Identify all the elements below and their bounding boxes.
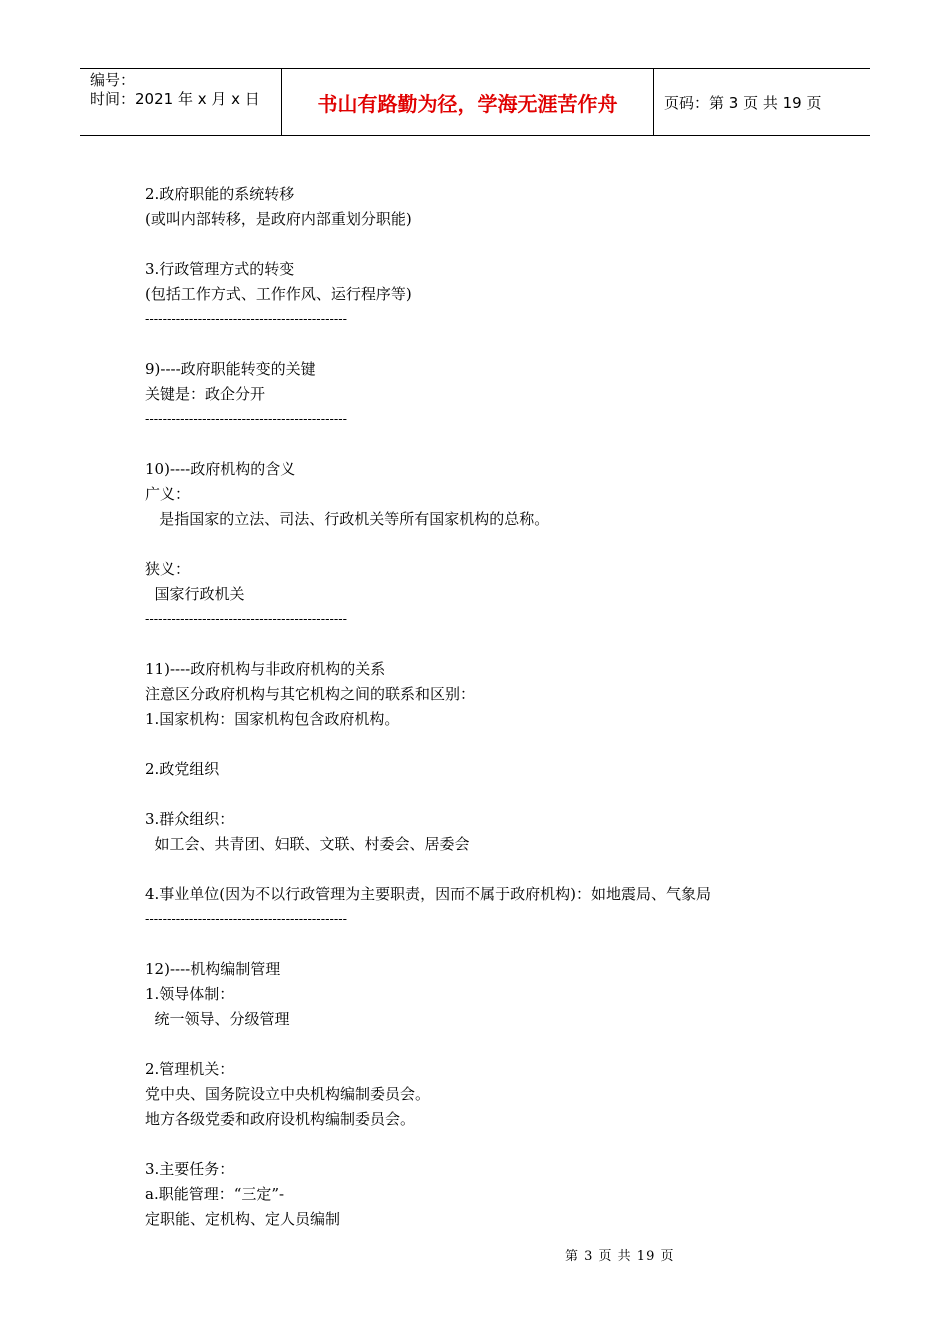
blank-line <box>145 432 845 457</box>
text-line: 国家行政机关 <box>145 585 245 603</box>
text-line: 如工会、共青团、妇联、文联、村委会、居委会 <box>145 835 470 853</box>
blank-line <box>145 532 845 557</box>
text-line: 3.主要任务： <box>145 1160 235 1178</box>
text-line: 1.国家机构：国家机构包含政府机构。 <box>145 710 400 728</box>
text-line: 2.政府职能的系统转移 <box>145 185 295 203</box>
time-label: 时间：2021 年 x 月 x 日 <box>90 90 260 108</box>
blank-line <box>145 332 845 357</box>
text-line: 4.事业单位(因为不以行政管理为主要职责，因而不属于政府机构)：如地震局、气象局 <box>145 885 712 903</box>
text-line: 关键是：政企分开 <box>145 385 266 403</box>
text-line: 党中央、国务院设立中央机构编制委员会。 <box>145 1085 431 1103</box>
text-line: 11)----政府机构与非政府机构的关系 <box>145 660 386 678</box>
text-line: 2.管理机关： <box>145 1060 235 1078</box>
blank-line <box>145 932 845 957</box>
blank-line <box>145 857 845 882</box>
number-label: 编号： <box>90 71 136 89</box>
text-line: (或叫内部转移，是政府内部重划分职能) <box>145 210 412 228</box>
text-line: 统一领导、分级管理 <box>145 1010 290 1028</box>
section-divider: ---------------------------------------------- <box>145 912 348 927</box>
page-header <box>80 68 870 136</box>
blank-line <box>145 732 845 757</box>
text-line: 广义： <box>145 485 191 503</box>
text-line: a.职能管理：“三定”- <box>145 1185 285 1203</box>
text-line: 狭义： <box>145 560 191 578</box>
header-page-info: 页码：第 3 页 共 19 页 <box>664 93 822 112</box>
blank-line <box>145 1032 845 1057</box>
text-line: 2.政党组织 <box>145 760 220 778</box>
blank-line <box>145 232 845 257</box>
section-divider: ---------------------------------------------- <box>145 412 348 427</box>
blank-line <box>145 1132 845 1157</box>
text-line: 定职能、定机构、定人员编制 <box>145 1210 341 1228</box>
text-line: 地方各级党委和政府设机构编制委员会。 <box>145 1110 416 1128</box>
text-line: 注意区分政府机构与其它机构之间的联系和区别： <box>145 685 476 703</box>
text-line: 12)----机构编制管理 <box>145 960 281 978</box>
text-line: 3.行政管理方式的转变 <box>145 260 295 278</box>
header-motto: 书山有路勤为径，学海无涯苦作舟 <box>282 69 654 135</box>
header-meta <box>80 69 282 135</box>
text-line: 1.领导体制： <box>145 985 235 1003</box>
text-line: 3.群众组织： <box>145 810 235 828</box>
text-line: 是指国家的立法、司法、行政机关等所有国家机构的总称。 <box>145 510 550 528</box>
text-line: (包括工作方式、工作作风、运行程序等) <box>145 285 412 303</box>
blank-line <box>145 632 845 657</box>
section-divider: ---------------------------------------------- <box>145 612 348 627</box>
page-footer: 第 3 页 共 19 页 <box>565 1249 675 1264</box>
text-line: 9)----政府职能转变的关键 <box>145 360 316 378</box>
blank-line <box>145 782 845 807</box>
text-line: 10)----政府机构的含义 <box>145 460 296 478</box>
section-divider: ---------------------------------------------- <box>145 312 348 327</box>
document-body <box>145 182 845 1232</box>
